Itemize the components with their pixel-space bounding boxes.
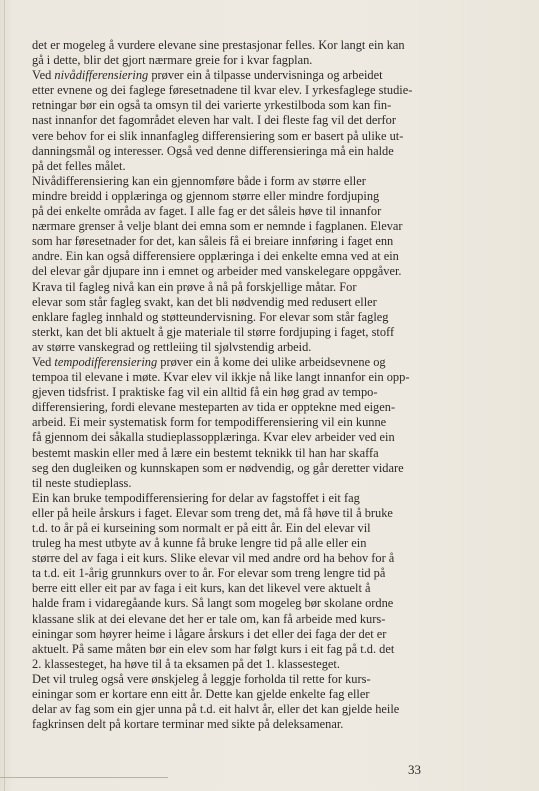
- paragraph: Det vil truleg også vere ønskjeleg å leggje forholda til rette for kurs- einingar som er kortare enn eitt år. Dette kan gjelde enkelte fag eller delar av fag som ein gjer unna på t.d. eit halvt år, eller det kan gjelde heile fagkrinsen delt på kortare terminar med sikte på deleksamenar.: [32, 671, 400, 732]
- paragraph: Ein kan bruke tempodifferensiering for delar av fagstoffet i eit fag eller på heile årskurs i faget. Elevar som treng det, må få høve til å bruke t.d. to år på ei kurseining som normalt er på eitt år. Ein del elevar vil truleg ha mest utbyte av å kunne få bruke lengre tid på alle eller ein større del av faga i eit kurs. Slike elevar vil med andre ord ha behov for å ta t.d. eit 1-årig grunnkurs over to år. For elevar som treng lengre tid på berre eitt eller eit par av faga i eit kurs, kan det likevel vere aktuelt å halde fram i vidaregåande kurs. Så langt som mogeleg bør skolane ordne klassane slik at dei elevane det her er tale om, kan få arbeide med kurs- einingar som høyrer heime i lågare årskurs i det eller dei faga der det er aktuelt. På same måten bør ein elev som har følgt kurs i eit fag på t.d. det 2. klassesteget, ha høve til å ta eksamen på det 1. klassesteget.: [32, 490, 395, 671]
- term-tempodifferensiering: tempodifferensiering: [54, 354, 158, 369]
- body-text: [32, 38, 522, 732]
- paragraph: Nivådifferensiering kan ein gjennomføre både i form av større eller mindre breidd i opplæringa og gjennom større eller mindre fordjuping på dei enkelte områda av faget. I alle fag er det såleis høve til innanfor nærmare grenser å velje blant dei emna som er nemnde i fagplanen. Elevar som har føresetnader for det, kan såleis få ei breiare innføring i faget enn andre. Ein kan også differensiere opplæringa i dei enkelte emna ved at ein del elevar går djupare inn i emnet og arbeider med vanskelegare oppgåver.: [32, 173, 403, 279]
- paragraph: det er mogeleg å vurdere elevane sine prestasjonar felles. Kor langt ein kan gå i dette, blir det gjort nærmare greie for i kvar fagplan.: [32, 38, 405, 68]
- page-number: 33: [408, 762, 421, 777]
- paragraph: Ved tempodifferensiering prøver ein å kome dei ulike arbeidsevnene og tempoa til elevane i møte. Kvar elev vil ikkje nå like langt innanfor ein opp- gjeven tidsfrist. I praktiske fag vil ein alltid få ein høg grad av tempo- differensiering, fordi elevane mesteparten av tida er opptekne med eigen- arbeid. Ei meir systematisk form for tempodifferensiering vil ein kunne få gjennom dei såkalla studieplassopplæringa. Kvar elev arbeider ved ein bestemt maskin eller med å lære ein bestemt teknikk til han har skaffa seg den dugleiken og kunnskapen som er nødvendig, og går deretter vidare til neste studieplass.: [32, 354, 410, 490]
- paragraph: Krava til fagleg nivå kan ein prøve å nå på forskjellige måtar. For elevar som står fagleg svakt, kan det bli nødvendig med redusert eller enklare fagleg innhald og støtteundervisning. For elevar som står fagleg sterkt, kan det bli aktuelt å gje materiale til større fordjuping i faget, stoff av større vanskegrad og rettleiing til sjølvstendig arbeid.: [32, 279, 395, 354]
- binding-gutter: [4, 0, 5, 791]
- term-nivadifferensiering: nivådifferensiering: [54, 68, 149, 83]
- footer-rule: [0, 777, 168, 778]
- paragraph: Ved nivådifferensiering prøver ein å tilpasse undervisninga og arbeidet etter evnene og dei faglege føresetnadene til kvar elev. I yrkesfaglege studie- retningar bør ein også ta omsyn til dei varierte yrkestilboda som kan fin- nast innanfor det fagområdet eleven har valt. I dei fleste fag vil det derfor vere behov for ei slik innanfagleg differensiering som er basert på ulike ut- danningsmål og interesser. Også ved denne differensieringa må ein halde på det felles målet.: [32, 68, 413, 173]
